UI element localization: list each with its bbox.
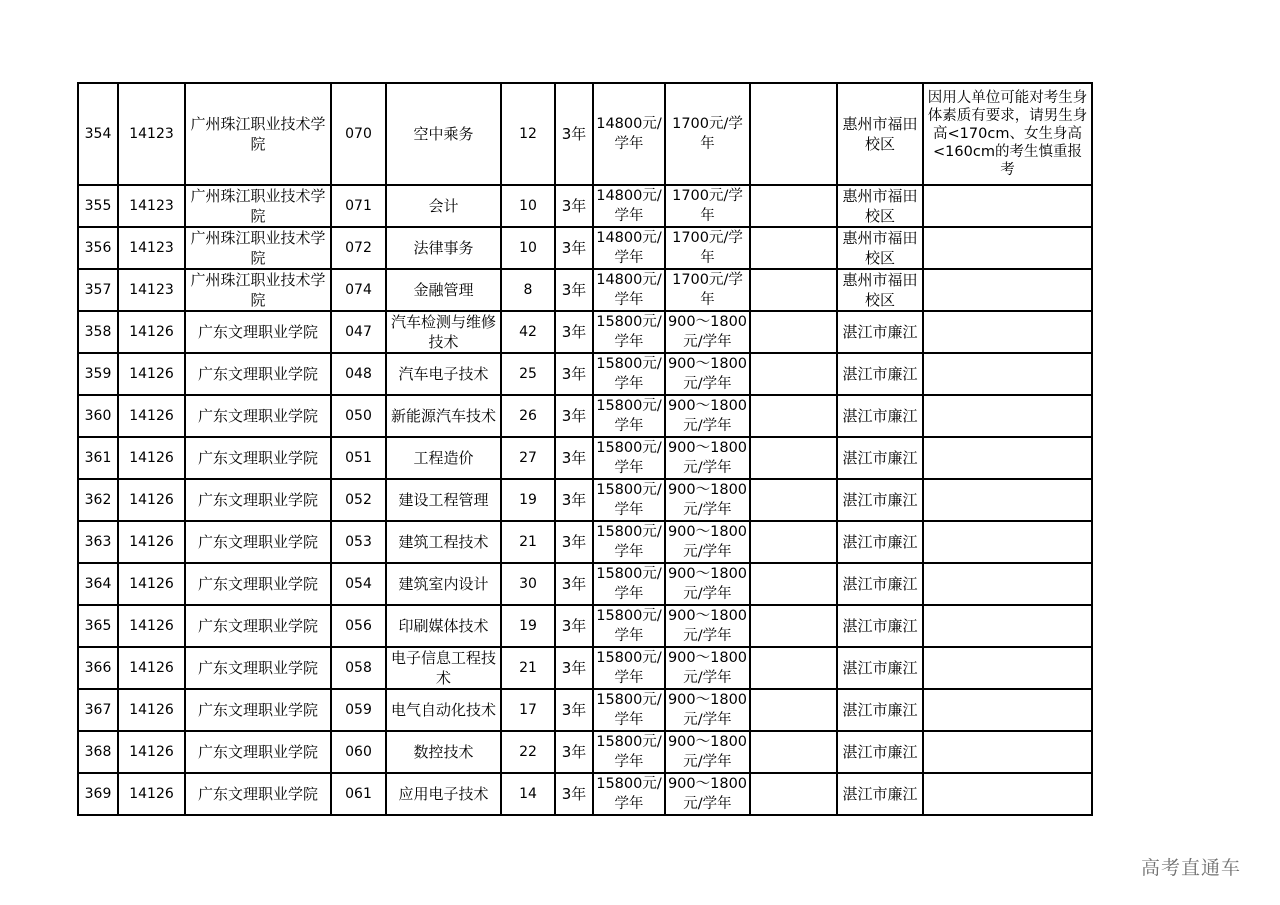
cell-major-code: 056 bbox=[331, 605, 386, 647]
cell-lodging-fee: 900～1800元/学年 bbox=[665, 479, 750, 521]
cell-school-name: 广州珠江职业技术学院 bbox=[185, 269, 331, 311]
cell-lodging-fee: 1700元/学年 bbox=[665, 269, 750, 311]
cell-years: 3年 bbox=[555, 689, 593, 731]
cell-plan-count: 42 bbox=[501, 311, 555, 353]
cell-tuition: 15800元/学年 bbox=[593, 395, 665, 437]
cell-school-code: 14126 bbox=[118, 437, 185, 479]
table-row bbox=[78, 185, 1092, 227]
cell-campus: 湛江市廉江 bbox=[837, 395, 923, 437]
cell-tuition: 15800元/学年 bbox=[593, 437, 665, 479]
cell-major-code: 072 bbox=[331, 227, 386, 269]
cell-years: 3年 bbox=[555, 437, 593, 479]
cell-years: 3年 bbox=[555, 731, 593, 773]
cell-school-name: 广东文理职业学院 bbox=[185, 731, 331, 773]
cell-major-name: 建设工程管理 bbox=[386, 479, 501, 521]
cell-tuition: 14800元/学年 bbox=[593, 83, 665, 185]
cell-school-name: 广东文理职业学院 bbox=[185, 773, 331, 815]
cell-seq: 369 bbox=[78, 773, 118, 815]
cell-campus: 湛江市廉江 bbox=[837, 689, 923, 731]
cell-lodging-fee: 900～1800元/学年 bbox=[665, 395, 750, 437]
table-row bbox=[78, 395, 1092, 437]
cell-remark bbox=[750, 269, 837, 311]
cell-tuition: 15800元/学年 bbox=[593, 647, 665, 689]
cell-campus: 湛江市廉江 bbox=[837, 731, 923, 773]
cell-years: 3年 bbox=[555, 395, 593, 437]
cell-school-code: 14126 bbox=[118, 395, 185, 437]
cell-tuition: 14800元/学年 bbox=[593, 227, 665, 269]
cell-school-code: 14126 bbox=[118, 605, 185, 647]
cell-note bbox=[923, 689, 1092, 731]
cell-major-name: 数控技术 bbox=[386, 731, 501, 773]
cell-major-name: 电气自动化技术 bbox=[386, 689, 501, 731]
cell-school-code: 14126 bbox=[118, 521, 185, 563]
cell-remark bbox=[750, 479, 837, 521]
cell-tuition: 15800元/学年 bbox=[593, 605, 665, 647]
cell-plan-count: 26 bbox=[501, 395, 555, 437]
cell-campus: 湛江市廉江 bbox=[837, 563, 923, 605]
cell-campus: 湛江市廉江 bbox=[837, 605, 923, 647]
cell-school-code: 14126 bbox=[118, 773, 185, 815]
cell-school-name: 广州珠江职业技术学院 bbox=[185, 83, 331, 185]
table-row bbox=[78, 731, 1092, 773]
cell-major-name: 工程造价 bbox=[386, 437, 501, 479]
cell-plan-count: 10 bbox=[501, 227, 555, 269]
cell-lodging-fee: 900～1800元/学年 bbox=[665, 773, 750, 815]
cell-major-name: 应用电子技术 bbox=[386, 773, 501, 815]
cell-note bbox=[923, 353, 1092, 395]
cell-major-name: 会计 bbox=[386, 185, 501, 227]
cell-remark bbox=[750, 647, 837, 689]
table-body bbox=[78, 83, 1092, 815]
cell-years: 3年 bbox=[555, 269, 593, 311]
cell-school-name: 广东文理职业学院 bbox=[185, 479, 331, 521]
cell-plan-count: 25 bbox=[501, 353, 555, 395]
cell-remark bbox=[750, 185, 837, 227]
cell-school-code: 14126 bbox=[118, 479, 185, 521]
cell-tuition: 14800元/学年 bbox=[593, 269, 665, 311]
cell-seq: 366 bbox=[78, 647, 118, 689]
cell-major-code: 060 bbox=[331, 731, 386, 773]
cell-seq: 359 bbox=[78, 353, 118, 395]
cell-campus: 惠州市福田校区 bbox=[837, 269, 923, 311]
cell-major-name: 汽车检测与维修技术 bbox=[386, 311, 501, 353]
cell-seq: 358 bbox=[78, 311, 118, 353]
cell-campus: 湛江市廉江 bbox=[837, 437, 923, 479]
cell-remark bbox=[750, 731, 837, 773]
cell-seq: 357 bbox=[78, 269, 118, 311]
cell-tuition: 15800元/学年 bbox=[593, 353, 665, 395]
cell-note bbox=[923, 227, 1092, 269]
cell-lodging-fee: 900～1800元/学年 bbox=[665, 311, 750, 353]
cell-note bbox=[923, 731, 1092, 773]
cell-lodging-fee: 900～1800元/学年 bbox=[665, 353, 750, 395]
cell-remark bbox=[750, 521, 837, 563]
cell-major-name: 金融管理 bbox=[386, 269, 501, 311]
cell-school-code: 14123 bbox=[118, 185, 185, 227]
cell-school-code: 14126 bbox=[118, 689, 185, 731]
cell-tuition: 14800元/学年 bbox=[593, 185, 665, 227]
cell-major-code: 054 bbox=[331, 563, 386, 605]
cell-school-name: 广东文理职业学院 bbox=[185, 311, 331, 353]
cell-school-code: 14123 bbox=[118, 269, 185, 311]
cell-major-code: 052 bbox=[331, 479, 386, 521]
table-row bbox=[78, 479, 1092, 521]
cell-lodging-fee: 1700元/学年 bbox=[665, 83, 750, 185]
cell-tuition: 15800元/学年 bbox=[593, 479, 665, 521]
cell-remark bbox=[750, 437, 837, 479]
table-row bbox=[78, 773, 1092, 815]
cell-major-name: 印刷媒体技术 bbox=[386, 605, 501, 647]
cell-lodging-fee: 900～1800元/学年 bbox=[665, 437, 750, 479]
cell-remark bbox=[750, 689, 837, 731]
cell-note bbox=[923, 647, 1092, 689]
cell-lodging-fee: 900～1800元/学年 bbox=[665, 563, 750, 605]
cell-note: 因用人单位可能对考生身体素质有要求，请男生身高<170cm、女生身高<160cm的考生慎重报考 bbox=[923, 83, 1092, 185]
cell-lodging-fee: 900～1800元/学年 bbox=[665, 689, 750, 731]
cell-plan-count: 17 bbox=[501, 689, 555, 731]
cell-remark bbox=[750, 311, 837, 353]
cell-tuition: 15800元/学年 bbox=[593, 521, 665, 563]
cell-campus: 惠州市福田校区 bbox=[837, 83, 923, 185]
cell-school-code: 14126 bbox=[118, 647, 185, 689]
cell-plan-count: 10 bbox=[501, 185, 555, 227]
cell-seq: 364 bbox=[78, 563, 118, 605]
cell-remark bbox=[750, 227, 837, 269]
cell-school-name: 广东文理职业学院 bbox=[185, 353, 331, 395]
cell-years: 3年 bbox=[555, 479, 593, 521]
cell-plan-count: 8 bbox=[501, 269, 555, 311]
cell-tuition: 15800元/学年 bbox=[593, 689, 665, 731]
cell-campus: 湛江市廉江 bbox=[837, 773, 923, 815]
cell-years: 3年 bbox=[555, 521, 593, 563]
cell-seq: 360 bbox=[78, 395, 118, 437]
cell-note bbox=[923, 437, 1092, 479]
cell-years: 3年 bbox=[555, 227, 593, 269]
cell-school-name: 广东文理职业学院 bbox=[185, 395, 331, 437]
cell-lodging-fee: 900～1800元/学年 bbox=[665, 605, 750, 647]
table-row bbox=[78, 269, 1092, 311]
cell-years: 3年 bbox=[555, 353, 593, 395]
cell-major-code: 053 bbox=[331, 521, 386, 563]
cell-major-code: 071 bbox=[331, 185, 386, 227]
cell-plan-count: 12 bbox=[501, 83, 555, 185]
cell-years: 3年 bbox=[555, 773, 593, 815]
cell-plan-count: 21 bbox=[501, 647, 555, 689]
cell-school-name: 广州珠江职业技术学院 bbox=[185, 185, 331, 227]
cell-school-code: 14126 bbox=[118, 353, 185, 395]
cell-school-name: 广州珠江职业技术学院 bbox=[185, 227, 331, 269]
cell-note bbox=[923, 269, 1092, 311]
cell-major-name: 汽车电子技术 bbox=[386, 353, 501, 395]
cell-seq: 367 bbox=[78, 689, 118, 731]
cell-note bbox=[923, 563, 1092, 605]
cell-major-code: 074 bbox=[331, 269, 386, 311]
cell-years: 3年 bbox=[555, 311, 593, 353]
cell-plan-count: 19 bbox=[501, 479, 555, 521]
cell-seq: 368 bbox=[78, 731, 118, 773]
cell-lodging-fee: 900～1800元/学年 bbox=[665, 521, 750, 563]
cell-plan-count: 27 bbox=[501, 437, 555, 479]
cell-tuition: 15800元/学年 bbox=[593, 311, 665, 353]
table-row bbox=[78, 227, 1092, 269]
cell-school-name: 广东文理职业学院 bbox=[185, 689, 331, 731]
cell-lodging-fee: 900～1800元/学年 bbox=[665, 731, 750, 773]
cell-note bbox=[923, 521, 1092, 563]
cell-major-code: 070 bbox=[331, 83, 386, 185]
cell-major-code: 059 bbox=[331, 689, 386, 731]
cell-school-code: 14123 bbox=[118, 227, 185, 269]
cell-seq: 365 bbox=[78, 605, 118, 647]
watermark-text: 高考直通车 bbox=[1141, 857, 1242, 879]
cell-lodging-fee: 1700元/学年 bbox=[665, 227, 750, 269]
cell-school-code: 14126 bbox=[118, 563, 185, 605]
table-row bbox=[78, 521, 1092, 563]
cell-plan-count: 22 bbox=[501, 731, 555, 773]
cell-major-name: 建筑工程技术 bbox=[386, 521, 501, 563]
cell-note bbox=[923, 479, 1092, 521]
cell-school-name: 广东文理职业学院 bbox=[185, 563, 331, 605]
cell-campus: 湛江市廉江 bbox=[837, 521, 923, 563]
cell-major-code: 048 bbox=[331, 353, 386, 395]
cell-major-name: 法律事务 bbox=[386, 227, 501, 269]
table-row bbox=[78, 83, 1092, 185]
table-row bbox=[78, 647, 1092, 689]
cell-remark bbox=[750, 353, 837, 395]
cell-seq: 363 bbox=[78, 521, 118, 563]
cell-major-name: 电子信息工程技术 bbox=[386, 647, 501, 689]
cell-major-code: 058 bbox=[331, 647, 386, 689]
cell-tuition: 15800元/学年 bbox=[593, 773, 665, 815]
table-row bbox=[78, 437, 1092, 479]
cell-major-name: 空中乘务 bbox=[386, 83, 501, 185]
cell-school-code: 14126 bbox=[118, 731, 185, 773]
table-row bbox=[78, 605, 1092, 647]
cell-campus: 湛江市廉江 bbox=[837, 353, 923, 395]
cell-school-code: 14123 bbox=[118, 83, 185, 185]
cell-note bbox=[923, 395, 1092, 437]
cell-tuition: 15800元/学年 bbox=[593, 731, 665, 773]
cell-campus: 惠州市福田校区 bbox=[837, 185, 923, 227]
cell-plan-count: 14 bbox=[501, 773, 555, 815]
cell-remark bbox=[750, 563, 837, 605]
cell-major-code: 047 bbox=[331, 311, 386, 353]
cell-school-code: 14126 bbox=[118, 311, 185, 353]
cell-school-name: 广东文理职业学院 bbox=[185, 437, 331, 479]
cell-plan-count: 30 bbox=[501, 563, 555, 605]
table-row bbox=[78, 563, 1092, 605]
cell-note bbox=[923, 311, 1092, 353]
cell-years: 3年 bbox=[555, 185, 593, 227]
table-row bbox=[78, 689, 1092, 731]
cell-campus: 湛江市廉江 bbox=[837, 647, 923, 689]
cell-seq: 356 bbox=[78, 227, 118, 269]
cell-seq: 361 bbox=[78, 437, 118, 479]
cell-major-code: 061 bbox=[331, 773, 386, 815]
table-row bbox=[78, 353, 1092, 395]
cell-lodging-fee: 900～1800元/学年 bbox=[665, 647, 750, 689]
cell-seq: 354 bbox=[78, 83, 118, 185]
cell-remark bbox=[750, 605, 837, 647]
cell-major-code: 051 bbox=[331, 437, 386, 479]
cell-years: 3年 bbox=[555, 605, 593, 647]
cell-plan-count: 21 bbox=[501, 521, 555, 563]
cell-school-name: 广东文理职业学院 bbox=[185, 605, 331, 647]
cell-note bbox=[923, 185, 1092, 227]
cell-school-name: 广东文理职业学院 bbox=[185, 521, 331, 563]
cell-note bbox=[923, 773, 1092, 815]
cell-years: 3年 bbox=[555, 83, 593, 185]
cell-years: 3年 bbox=[555, 647, 593, 689]
cell-lodging-fee: 1700元/学年 bbox=[665, 185, 750, 227]
cell-seq: 362 bbox=[78, 479, 118, 521]
cell-campus: 湛江市廉江 bbox=[837, 479, 923, 521]
admissions-table bbox=[77, 82, 1093, 816]
table-row bbox=[78, 311, 1092, 353]
cell-campus: 湛江市廉江 bbox=[837, 311, 923, 353]
cell-major-name: 建筑室内设计 bbox=[386, 563, 501, 605]
cell-tuition: 15800元/学年 bbox=[593, 563, 665, 605]
cell-school-name: 广东文理职业学院 bbox=[185, 647, 331, 689]
cell-remark bbox=[750, 83, 837, 185]
cell-note bbox=[923, 605, 1092, 647]
cell-remark bbox=[750, 773, 837, 815]
cell-major-code: 050 bbox=[331, 395, 386, 437]
cell-seq: 355 bbox=[78, 185, 118, 227]
cell-remark bbox=[750, 395, 837, 437]
cell-plan-count: 19 bbox=[501, 605, 555, 647]
cell-campus: 惠州市福田校区 bbox=[837, 227, 923, 269]
cell-major-name: 新能源汽车技术 bbox=[386, 395, 501, 437]
cell-years: 3年 bbox=[555, 563, 593, 605]
